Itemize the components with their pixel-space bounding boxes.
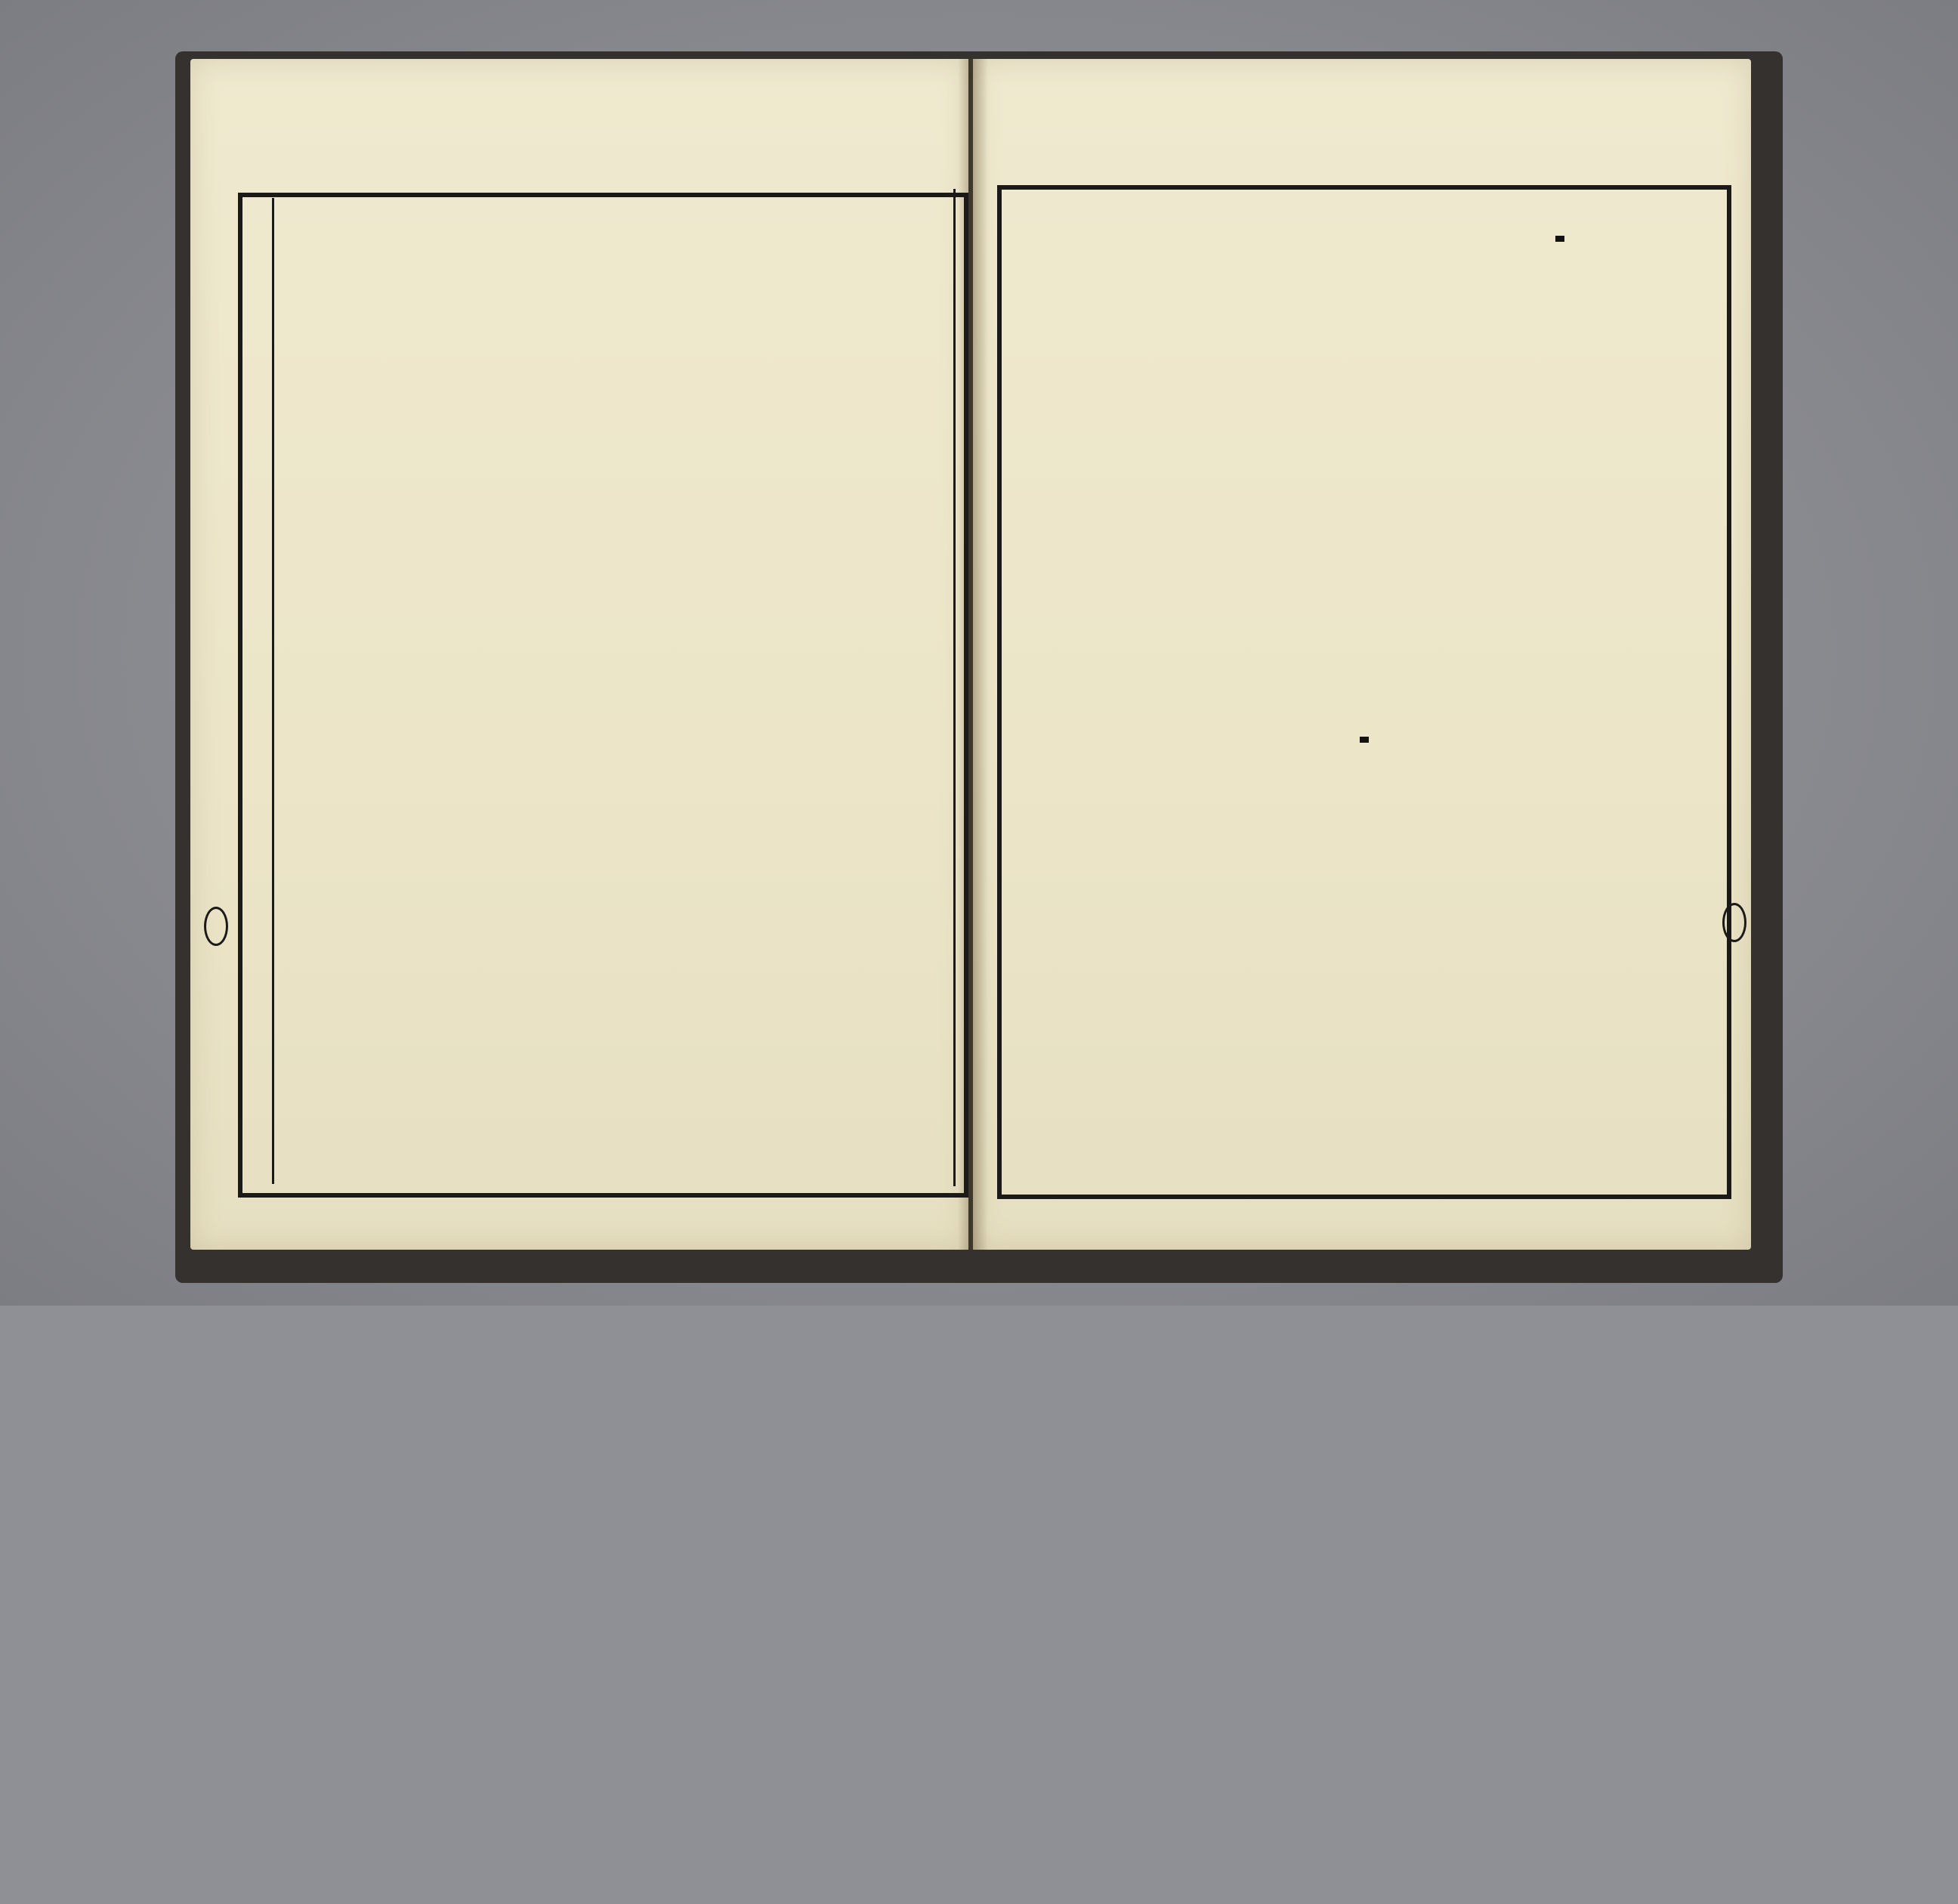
- left-column-13: [347, 604, 396, 1572]
- section-badge: [1347, 737, 1382, 743]
- section-badge-text: [1360, 737, 1369, 743]
- left-column-17: [227, 937, 275, 1904]
- left-column-11: [434, 210, 483, 1177]
- section-badge-text: [1555, 236, 1564, 242]
- fold-mark-icon: [204, 907, 228, 946]
- left-column-8: [570, 249, 619, 1216]
- right-column-18: [1012, 210, 1061, 1177]
- left-column-7: [665, 210, 713, 1177]
- section-badge: [1543, 236, 1577, 242]
- right-page-rule: [953, 189, 956, 1186]
- fold-mark-icon: [1722, 903, 1746, 942]
- left-column-10: [483, 249, 532, 1216]
